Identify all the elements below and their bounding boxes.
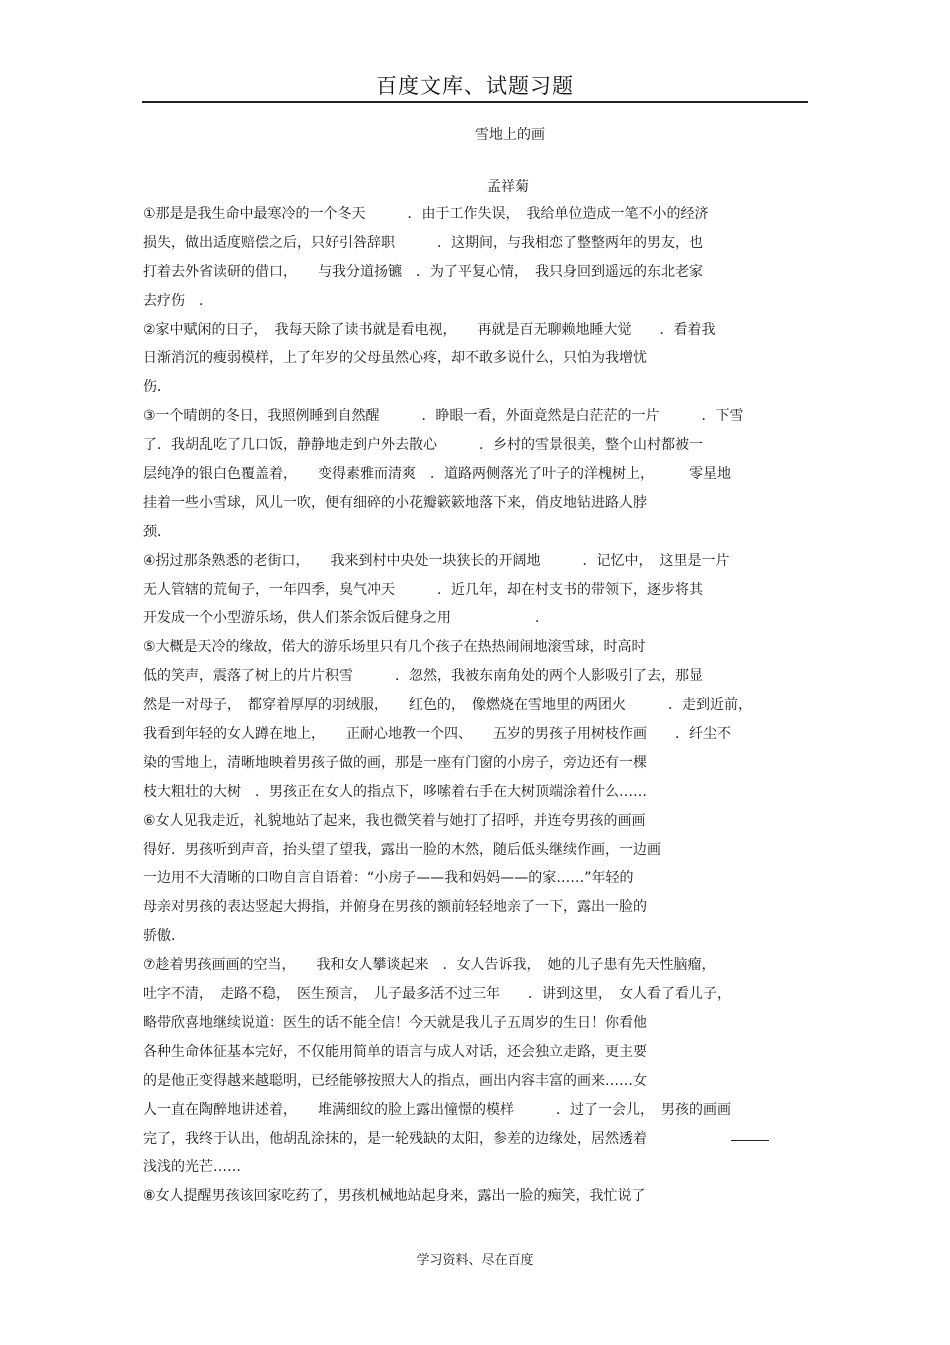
text-line: 枝大粗壮的大树 ．男孩正在女人的指点下，哆嗦着右手在大树顶端涂着什么…… [143, 783, 647, 800]
text-line: 骄傲． [143, 928, 185, 945]
text-line: 然是一对母子， 都穿着厚厚的羽绒服， 红色的， 像燃烧在雪地里的两团火 ．走到近前， [143, 697, 752, 714]
text-line: 无人管辖的荒甸子，一年四季，臭气冲天 ．近几年，却在村支书的带领下，逐步将其 [143, 581, 703, 598]
text-line: 开发成一个小型游乐场，供人们茶余饭后健身之用 ． [143, 610, 549, 627]
text-line: 颈． [143, 523, 171, 540]
text-line: 得好．男孩听到声音，抬头望了望我，露出一脸的木然，随后低头继续作画，一边画 [143, 841, 661, 858]
text-line: ②家中赋闲的日子， 我每天除了读书就是看电视， 再就是百无聊赖地睡大觉 ．看着我 [143, 321, 716, 338]
text-line: ①那是是我生命中最寒冷的一个冬天 ．由于工作失误， 我给单位造成一笔不小的经济 [143, 206, 709, 222]
text-line: 打着去外省读研的借口， 与我分道扬镳 ．为了平复心情， 我只身回到遥远的东北老家 [143, 263, 703, 280]
text-line: 挂着一些小雪球，风儿一吹，便有细碎的小花瓣簌簌地落下来，俏皮地钻进路人脖 [143, 494, 647, 511]
text-line: 各种生命体征基本完好，不仅能用简单的语言与成人对话，还会独立走路，更主要 [143, 1043, 647, 1060]
text-line: 层纯净的银白色覆盖着， 变得素雅而清爽 ．道路两侧落光了叶子的洋槐树上， 零星地 [143, 466, 731, 483]
text-line: ④拐过那条熟悉的老街口， 我来到村中央处一块狭长的开阔地 ．记忆中， 这里是一片 [143, 552, 730, 569]
article-author: 孟祥菊 [487, 179, 529, 195]
page-header-title: 百度文库、试题习题 [376, 74, 574, 98]
text-line: ③一个晴朗的冬日，我照例睡到自然醒 ．睁眼一看，外面竟然是白茫茫的一片 ．下雪 [143, 408, 744, 425]
text-line: ⑤大概是天冷的缘故，偌大的游乐场里只有几个孩子在热热闹闹地滚雪球，时高时 [143, 639, 646, 656]
text-line: ⑥女人见我走近，礼貌地站了起来，我也微笑着与她打了招呼，并连夸男孩的画画 [143, 812, 646, 829]
text-line: 的是他正变得越来越聪明，已经能够按照大人的指点，画出内容丰富的画来……女 [143, 1072, 647, 1089]
article-body [143, 200, 803, 1211]
text-line: 母亲对男孩的表达竖起大拇指，并俯身在男孩的额前轻轻地亲了一下，露出一脸的 [143, 899, 647, 916]
text-line: 浅浅的光芒…… [143, 1159, 241, 1176]
text-line: 吐字不清， 走路不稳， 医生预言， 儿子最多活不过三年 ．讲到这里， 女人看了看儿子， [143, 986, 731, 1003]
text-line: 伤． [143, 379, 171, 396]
header-divider [142, 101, 808, 103]
page-footer: 学习资料、尽在百度 [416, 1253, 534, 1268]
text-line: 日渐消沉的瘦弱模样，上了年岁的父母虽然心疼，却不敢多说什么，只怕为我增忧 [143, 350, 647, 367]
text-line: 损失，做出适度赔偿之后，只好引咎辞职 ．这期间，与我相恋了整整两年的男友，也 [143, 234, 703, 251]
text-line: 人一直在陶醉地讲述着， 堆满细纹的脸上露出憧憬的模样 ．过了一会儿， 男孩的画画 [143, 1101, 731, 1118]
text-line: 了．我胡乱吃了几口饭，静静地走到户外去散心 ．乡村的雪景很美，整个山村都被一 [143, 437, 703, 454]
text-line: 染的雪地上，清晰地映着男孩子做的画，那是一座有门窗的小房子，旁边还有一棵 [143, 754, 647, 771]
article-title: 雪地上的画 [475, 127, 545, 143]
text-line: 低的笑声，震落了树上的片片积雪 ．忽然，我被东南角处的两个人影吸引了去，那显 [143, 668, 703, 685]
text-line: ⑦趁着男孩画画的空当， 我和女人攀谈起来 ．女人告诉我， 她的儿子患有先天性脑瘤， [143, 957, 716, 974]
fill-in-blank-line [731, 1140, 769, 1141]
text-line: ⑧女人提醒男孩该回家吃药了，男孩机械地站起身来，露出一脸的痴笑，我忙说了 [143, 1188, 646, 1205]
text-line: 略带欣喜地继续说道：医生的话不能全信！今天就是我儿子五周岁的生日！你看他 [143, 1014, 647, 1031]
text-line: 完了，我终于认出，他胡乱涂抹的，是一轮残缺的太阳，参差的边缘处，居然透着 [143, 1130, 647, 1147]
text-line: 去疗伤 ． [143, 292, 213, 309]
text-line: 我看到年轻的女人蹲在地上， 正耐心地教一个四、 五岁的男孩子用树枝作画 ．纤尘不 [143, 726, 731, 743]
text-line: 一边用不大清晰的口吻自言自语着：“小房子——我和妈妈——的家……”年轻的 [143, 870, 634, 887]
